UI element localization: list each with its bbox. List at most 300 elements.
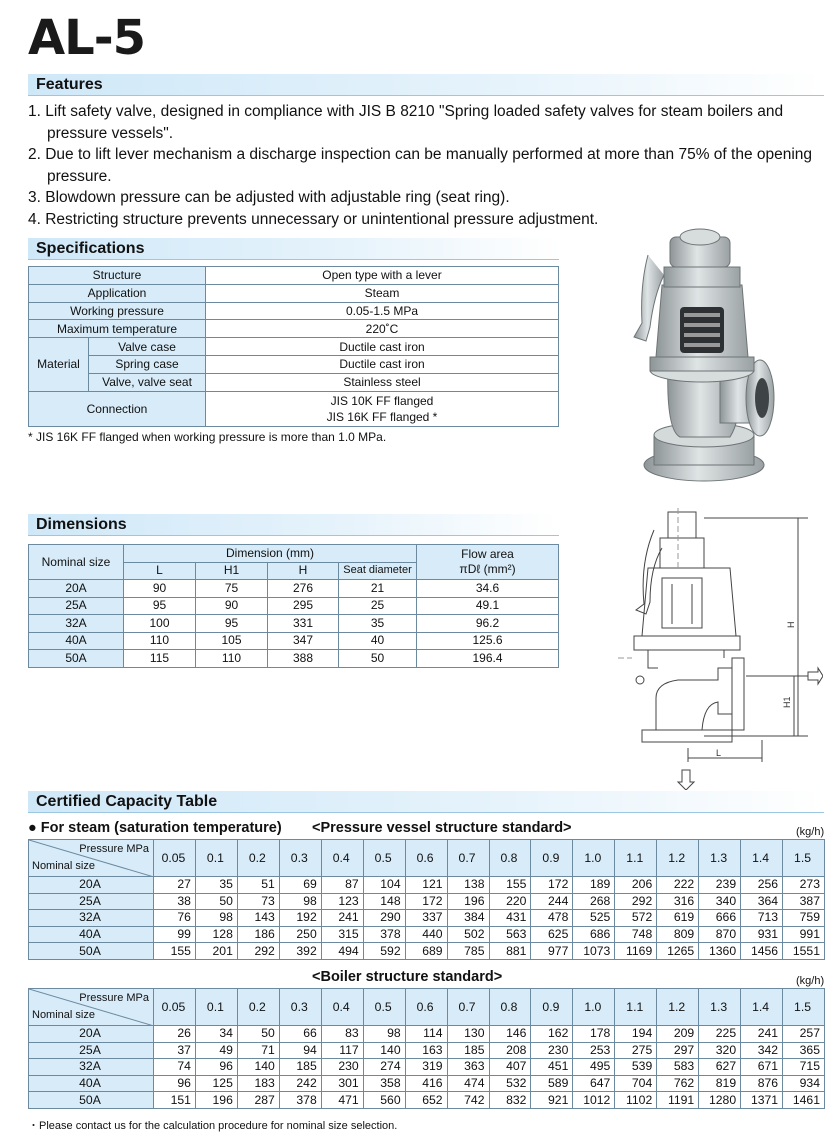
pressure-header: 0.1 — [195, 840, 237, 877]
capacity-cell: 1073 — [573, 943, 615, 960]
dimension-drawing — [618, 508, 823, 790]
capacity-cell: 49 — [195, 1042, 237, 1059]
nominal-axis-label: Nominal size — [32, 1009, 95, 1021]
capacity-cell: 876 — [741, 1075, 783, 1092]
capacity-cell: 230 — [531, 1042, 573, 1059]
capacity-cell: 172 — [405, 893, 447, 910]
pressure-header: 1.0 — [573, 989, 615, 1026]
capacity-cell: 98 — [363, 1026, 405, 1043]
dim-cell: 115 — [124, 650, 196, 668]
capacity-cell: 96 — [195, 1059, 237, 1076]
capacity-cell: 809 — [657, 926, 699, 943]
capacity-cell: 991 — [783, 926, 825, 943]
capacity-cell: 148 — [363, 893, 405, 910]
boiler-standard-label: <Boiler structure standard> — [312, 969, 503, 985]
spec-value: Ductile cast iron — [206, 355, 559, 373]
table-row — [29, 1092, 825, 1109]
dim-cell: 35 — [339, 615, 417, 633]
dim-cell: 110 — [124, 632, 196, 650]
boiler-capacity-table — [28, 988, 825, 1109]
capacity-cell: 1360 — [699, 943, 741, 960]
capacity-cell: 431 — [489, 910, 531, 927]
capacity-cell: 471 — [321, 1092, 363, 1109]
capacity-cell: 26 — [154, 1026, 196, 1043]
dim-cell: 388 — [268, 650, 339, 668]
flow-area-unit: πDℓ (mm²) — [459, 562, 516, 576]
dim-cell: 50A — [29, 650, 124, 668]
capacity-cell: 363 — [447, 1059, 489, 1076]
capacity-cell: 241 — [321, 910, 363, 927]
dim-cell: 25A — [29, 597, 124, 615]
spec-label: Spring case — [89, 355, 206, 373]
capacity-cell: 66 — [279, 1026, 321, 1043]
capacity-cell: 589 — [531, 1075, 573, 1092]
capacity-cell: 378 — [363, 926, 405, 943]
nominal-size-cell: 50A — [29, 1092, 154, 1109]
dim-cell: 21 — [339, 580, 417, 598]
dim-header: H1 — [196, 562, 268, 580]
table-row — [29, 893, 825, 910]
capacity-cell: 1012 — [573, 1092, 615, 1109]
spec-label: Valve, valve seat — [89, 373, 206, 391]
pressure-header: 1.5 — [783, 840, 825, 877]
capacity-cell: 316 — [657, 893, 699, 910]
dimensions-heading: Dimensions — [28, 514, 559, 536]
nominal-size-cell: 50A — [29, 943, 154, 960]
table-row — [29, 910, 825, 927]
capacity-footnote: ・Please contact us for the calculation procedure for nominal size selection. — [28, 1120, 398, 1132]
feature-item: 2. Due to lift lever mechanism a discharge inspection can be manually performed at more than 75% of the opening pressure. — [28, 146, 813, 185]
drawing-label-h1: H1 — [782, 696, 792, 708]
dim-cell: 276 — [268, 580, 339, 598]
capacity-cell: 921 — [531, 1092, 573, 1109]
capacity-cell: 98 — [195, 910, 237, 927]
dim-cell: 34.6 — [417, 580, 559, 598]
capacity-cell: 762 — [657, 1075, 699, 1092]
capacity-cell: 121 — [405, 877, 447, 894]
spec-value: Open type with a lever — [206, 267, 559, 285]
dim-header: H — [268, 562, 339, 580]
capacity-cell: 239 — [699, 877, 741, 894]
capacity-cell: 51 — [237, 877, 279, 894]
capacity-cell: 192 — [279, 910, 321, 927]
spec-value: Steam — [206, 284, 559, 302]
capacity-cell: 1265 — [657, 943, 699, 960]
pressure-header: 0.9 — [531, 840, 573, 877]
capacity-cell: 38 — [154, 893, 196, 910]
dim-cell: 20A — [29, 580, 124, 598]
dim-cell: 90 — [196, 597, 268, 615]
pressure-header: 0.7 — [447, 840, 489, 877]
capacity-cell: 297 — [657, 1042, 699, 1059]
dim-header: Dimension (mm) — [124, 545, 417, 563]
pressure-header: 0.3 — [279, 840, 321, 877]
spec-value: 220˚C — [206, 320, 559, 338]
capacity-cell: 125 — [195, 1075, 237, 1092]
pressure-header: 0.4 — [321, 989, 363, 1026]
capacity-cell: 87 — [321, 877, 363, 894]
feature-item: 4. Restricting structure prevents unnecessary or unintentional pressure adjustment. — [28, 210, 599, 228]
capacity-cell: 832 — [489, 1092, 531, 1109]
capacity-cell: 230 — [321, 1059, 363, 1076]
dim-cell: 125.6 — [417, 632, 559, 650]
table-header-row — [29, 840, 825, 877]
table-row — [29, 877, 825, 894]
table-row — [29, 1059, 825, 1076]
table-row — [29, 926, 825, 943]
capacity-cell: 253 — [573, 1042, 615, 1059]
dim-cell: 40A — [29, 632, 124, 650]
table-header-row — [29, 989, 825, 1026]
capacity-cell: 114 — [405, 1026, 447, 1043]
table-row — [29, 1075, 825, 1092]
capacity-cell: 274 — [363, 1059, 405, 1076]
connection-value: JIS 16K FF flanged * — [326, 409, 438, 424]
capacity-cell: 1102 — [615, 1092, 657, 1109]
pressure-header: 0.3 — [279, 989, 321, 1026]
capacity-cell: 83 — [321, 1026, 363, 1043]
capacity-cell: 647 — [573, 1075, 615, 1092]
capacity-cell: 96 — [154, 1075, 196, 1092]
nominal-axis-label: Nominal size — [32, 860, 95, 872]
dim-header: Seat diameter — [339, 562, 417, 580]
capacity-cell: 572 — [615, 910, 657, 927]
pressure-header: 1.2 — [657, 840, 699, 877]
capacity-cell: 315 — [321, 926, 363, 943]
dim-cell: 96.2 — [417, 615, 559, 633]
capacity-cell: 592 — [363, 943, 405, 960]
capacity-cell: 178 — [573, 1026, 615, 1043]
capacity-cell: 337 — [405, 910, 447, 927]
table-row — [29, 1026, 825, 1043]
capacity-cell: 183 — [237, 1075, 279, 1092]
capacity-cell: 146 — [489, 1026, 531, 1043]
pressure-header: 0.05 — [154, 840, 196, 877]
dim-cell: 40 — [339, 632, 417, 650]
capacity-cell: 870 — [699, 926, 741, 943]
dim-cell: 110 — [196, 650, 268, 668]
capacity-cell: 378 — [279, 1092, 321, 1109]
capacity-cell: 151 — [154, 1092, 196, 1109]
capacity-cell: 666 — [699, 910, 741, 927]
capacity-cell: 74 — [154, 1059, 196, 1076]
capacity-cell: 128 — [195, 926, 237, 943]
capacity-cell: 819 — [699, 1075, 741, 1092]
capacity-cell: 713 — [741, 910, 783, 927]
table-row — [29, 632, 559, 650]
pressure-header: 0.7 — [447, 989, 489, 1026]
dim-cell: 100 — [124, 615, 196, 633]
capacity-cell: 123 — [321, 893, 363, 910]
table-row — [29, 943, 825, 960]
capacity-cell: 99 — [154, 926, 196, 943]
capacity-cell: 275 — [615, 1042, 657, 1059]
dim-header — [417, 545, 559, 580]
capacity-cell: 185 — [447, 1042, 489, 1059]
pressure-header: 1.3 — [699, 840, 741, 877]
capacity-cell: 143 — [237, 910, 279, 927]
pressure-header: 1.4 — [741, 989, 783, 1026]
capacity-cell: 881 — [489, 943, 531, 960]
capacity-cell: 117 — [321, 1042, 363, 1059]
capacity-cell: 742 — [447, 1092, 489, 1109]
capacity-cell: 619 — [657, 910, 699, 927]
capacity-cell: 287 — [237, 1092, 279, 1109]
dim-cell: 105 — [196, 632, 268, 650]
capacity-cell: 525 — [573, 910, 615, 927]
capacity-cell: 583 — [657, 1059, 699, 1076]
capacity-cell: 130 — [447, 1026, 489, 1043]
capacity-cell: 206 — [615, 877, 657, 894]
capacity-cell: 189 — [573, 877, 615, 894]
pressure-header: 0.8 — [489, 840, 531, 877]
capacity-cell: 185 — [279, 1059, 321, 1076]
capacity-cell: 342 — [741, 1042, 783, 1059]
capacity-cell: 1280 — [699, 1092, 741, 1109]
spec-value: 0.05-1.5 MPa — [206, 302, 559, 320]
capacity-cell: 163 — [405, 1042, 447, 1059]
drawing-label-h: H — [786, 621, 796, 628]
capacity-cell: 671 — [741, 1059, 783, 1076]
pressure-header: 0.4 — [321, 840, 363, 877]
capacity-cell: 98 — [279, 893, 321, 910]
capacity-cell: 320 — [699, 1042, 741, 1059]
capacity-cell: 140 — [363, 1042, 405, 1059]
capacity-cell: 76 — [154, 910, 196, 927]
capacity-cell: 1551 — [783, 943, 825, 960]
capacity-cell: 268 — [573, 893, 615, 910]
capacity-cell: 440 — [405, 926, 447, 943]
capacity-cell: 292 — [615, 893, 657, 910]
capacity-cell: 208 — [489, 1042, 531, 1059]
capacity-cell: 495 — [573, 1059, 615, 1076]
pressure-header: 0.8 — [489, 989, 531, 1026]
nominal-size-cell: 32A — [29, 910, 154, 927]
spec-label: Structure — [29, 267, 206, 285]
spec-value: Stainless steel — [206, 373, 559, 391]
capacity-cell: 494 — [321, 943, 363, 960]
drawing-label-l: L — [716, 748, 722, 758]
capacity-cell: 934 — [783, 1075, 825, 1092]
nominal-size-cell: 20A — [29, 1026, 154, 1043]
unit-label: (kg/h) — [796, 826, 825, 838]
capacity-cell: 35 — [195, 877, 237, 894]
dim-cell: 196.4 — [417, 650, 559, 668]
capacity-cell: 50 — [195, 893, 237, 910]
pressure-axis-label: Pressure MPa — [79, 843, 149, 855]
capacity-cell: 201 — [195, 943, 237, 960]
features-heading: Features — [28, 74, 824, 96]
pv-capacity-table — [28, 839, 825, 960]
capacity-cell: 627 — [699, 1059, 741, 1076]
capacity-cell: 155 — [154, 943, 196, 960]
capacity-cell: 292 — [237, 943, 279, 960]
spec-label: Application — [29, 284, 206, 302]
capacity-cell: 652 — [405, 1092, 447, 1109]
capacity-cell: 244 — [531, 893, 573, 910]
dim-header: Nominal size — [29, 545, 124, 580]
spec-label: Maximum temperature — [29, 320, 206, 338]
dim-cell: 32A — [29, 615, 124, 633]
pressure-header: 0.6 — [405, 840, 447, 877]
spec-label: Material — [29, 338, 89, 391]
capacity-cell: 407 — [489, 1059, 531, 1076]
capacity-cell: 140 — [237, 1059, 279, 1076]
capacity-cell: 194 — [615, 1026, 657, 1043]
capacity-cell: 209 — [657, 1026, 699, 1043]
table-row — [29, 615, 559, 633]
flow-area-label: Flow area — [461, 547, 514, 561]
diagonal-header-cell — [29, 840, 154, 877]
pressure-header: 0.5 — [363, 840, 405, 877]
capacity-cell: 1461 — [783, 1092, 825, 1109]
capacity-cell: 563 — [489, 926, 531, 943]
capacity-cell: 1169 — [615, 943, 657, 960]
capacity-cell: 387 — [783, 893, 825, 910]
nominal-size-cell: 25A — [29, 1042, 154, 1059]
spec-label: Connection — [29, 391, 206, 426]
capacity-cell: 71 — [237, 1042, 279, 1059]
dim-cell: 49.1 — [417, 597, 559, 615]
nominal-size-cell: 25A — [29, 893, 154, 910]
dim-header: L — [124, 562, 196, 580]
capacity-cell: 155 — [489, 877, 531, 894]
spec-label: Valve case — [89, 338, 206, 356]
dim-cell: 25 — [339, 597, 417, 615]
capacity-cell: 256 — [741, 877, 783, 894]
capacity-cell: 416 — [405, 1075, 447, 1092]
pressure-header: 0.05 — [154, 989, 196, 1026]
capacity-cell: 162 — [531, 1026, 573, 1043]
spec-value — [206, 391, 559, 426]
capacity-cell: 451 — [531, 1059, 573, 1076]
capacity-cell: 37 — [154, 1042, 196, 1059]
table-row — [29, 580, 559, 598]
capacity-cell: 340 — [699, 893, 741, 910]
capacity-cell: 27 — [154, 877, 196, 894]
capacity-cell: 241 — [741, 1026, 783, 1043]
capacity-cell: 34 — [195, 1026, 237, 1043]
pressure-header: 0.5 — [363, 989, 405, 1026]
pressure-header: 0.6 — [405, 989, 447, 1026]
pressure-header: 1.2 — [657, 989, 699, 1026]
dim-cell: 347 — [268, 632, 339, 650]
capacity-cell: 931 — [741, 926, 783, 943]
capacity-cell: 220 — [489, 893, 531, 910]
feature-item: 3. Blowdown pressure can be adjusted with adjustable ring (seat ring). — [28, 189, 510, 206]
capacity-cell: 1456 — [741, 943, 783, 960]
capacity-cell: 689 — [405, 943, 447, 960]
capacity-cell: 69 — [279, 877, 321, 894]
dim-cell: 75 — [196, 580, 268, 598]
capacity-cell: 172 — [531, 877, 573, 894]
pressure-header: 1.5 — [783, 989, 825, 1026]
capacity-cell: 94 — [279, 1042, 321, 1059]
nominal-size-cell: 20A — [29, 877, 154, 894]
capacity-cell: 186 — [237, 926, 279, 943]
capacity-cell: 50 — [237, 1026, 279, 1043]
diagonal-header-cell — [29, 989, 154, 1026]
capacity-cell: 532 — [489, 1075, 531, 1092]
capacity-cell: 73 — [237, 893, 279, 910]
capacity-cell: 222 — [657, 877, 699, 894]
dim-cell: 331 — [268, 615, 339, 633]
pressure-header: 1.3 — [699, 989, 741, 1026]
spec-value: Ductile cast iron — [206, 338, 559, 356]
capacity-cell: 364 — [741, 893, 783, 910]
capacity-cell: 502 — [447, 926, 489, 943]
capacity-cell: 196 — [447, 893, 489, 910]
nominal-size-cell: 40A — [29, 1075, 154, 1092]
capacity-cell: 478 — [531, 910, 573, 927]
capacity-cell: 748 — [615, 926, 657, 943]
table-row — [29, 1042, 825, 1059]
capacity-cell: 196 — [195, 1092, 237, 1109]
specifications-heading: Specifications — [28, 238, 559, 260]
table-row — [29, 650, 559, 668]
pressure-header: 0.1 — [195, 989, 237, 1026]
capacity-cell: 319 — [405, 1059, 447, 1076]
capacity-cell: 686 — [573, 926, 615, 943]
pressure-header: 1.1 — [615, 840, 657, 877]
capacity-cell: 625 — [531, 926, 573, 943]
capacity-cell: 474 — [447, 1075, 489, 1092]
capacity-cell: 242 — [279, 1075, 321, 1092]
connection-value: JIS 10K FF flanged — [330, 393, 434, 408]
capacity-cell: 977 — [531, 943, 573, 960]
pressure-header: 0.2 — [237, 840, 279, 877]
spec-label: Working pressure — [29, 302, 206, 320]
nominal-size-cell: 40A — [29, 926, 154, 943]
features-list — [28, 101, 818, 230]
capacity-cell: 384 — [447, 910, 489, 927]
capacity-cell: 392 — [279, 943, 321, 960]
capacity-cell: 365 — [783, 1042, 825, 1059]
unit-label: (kg/h) — [796, 975, 825, 987]
capacity-cell: 560 — [363, 1092, 405, 1109]
capacity-cell: 104 — [363, 877, 405, 894]
capacity-heading: Certified Capacity Table — [28, 791, 824, 813]
pv-standard-label: <Pressure vessel structure standard> — [312, 820, 572, 836]
dimensions-table — [28, 544, 559, 668]
valve-photo — [620, 215, 780, 500]
pressure-axis-label: Pressure MPa — [79, 992, 149, 1004]
dim-cell: 295 — [268, 597, 339, 615]
capacity-cell: 301 — [321, 1075, 363, 1092]
spec-note: * JIS 16K FF flanged when working pressure is more than 1.0 MPa. — [28, 430, 387, 444]
capacity-cell: 225 — [699, 1026, 741, 1043]
capacity-cell: 715 — [783, 1059, 825, 1076]
table-row — [29, 597, 559, 615]
capacity-cell: 539 — [615, 1059, 657, 1076]
capacity-cell: 1371 — [741, 1092, 783, 1109]
pressure-header: 1.0 — [573, 840, 615, 877]
capacity-cell: 250 — [279, 926, 321, 943]
pressure-header: 1.4 — [741, 840, 783, 877]
feature-item: 1. Lift safety valve, designed in compliance with JIS B 8210 "Spring loaded safety valves for steam boilers and pressure vessels". — [28, 103, 784, 142]
dim-cell: 50 — [339, 650, 417, 668]
pressure-header: 0.2 — [237, 989, 279, 1026]
capacity-cell: 704 — [615, 1075, 657, 1092]
page-title: AL-5 — [28, 10, 146, 66]
capacity-cell: 1191 — [657, 1092, 699, 1109]
capacity-cell: 273 — [783, 877, 825, 894]
dim-cell: 95 — [196, 615, 268, 633]
steam-label: ● For steam (saturation temperature) — [28, 820, 282, 836]
specifications-table — [28, 266, 559, 427]
dim-cell: 95 — [124, 597, 196, 615]
capacity-cell: 358 — [363, 1075, 405, 1092]
